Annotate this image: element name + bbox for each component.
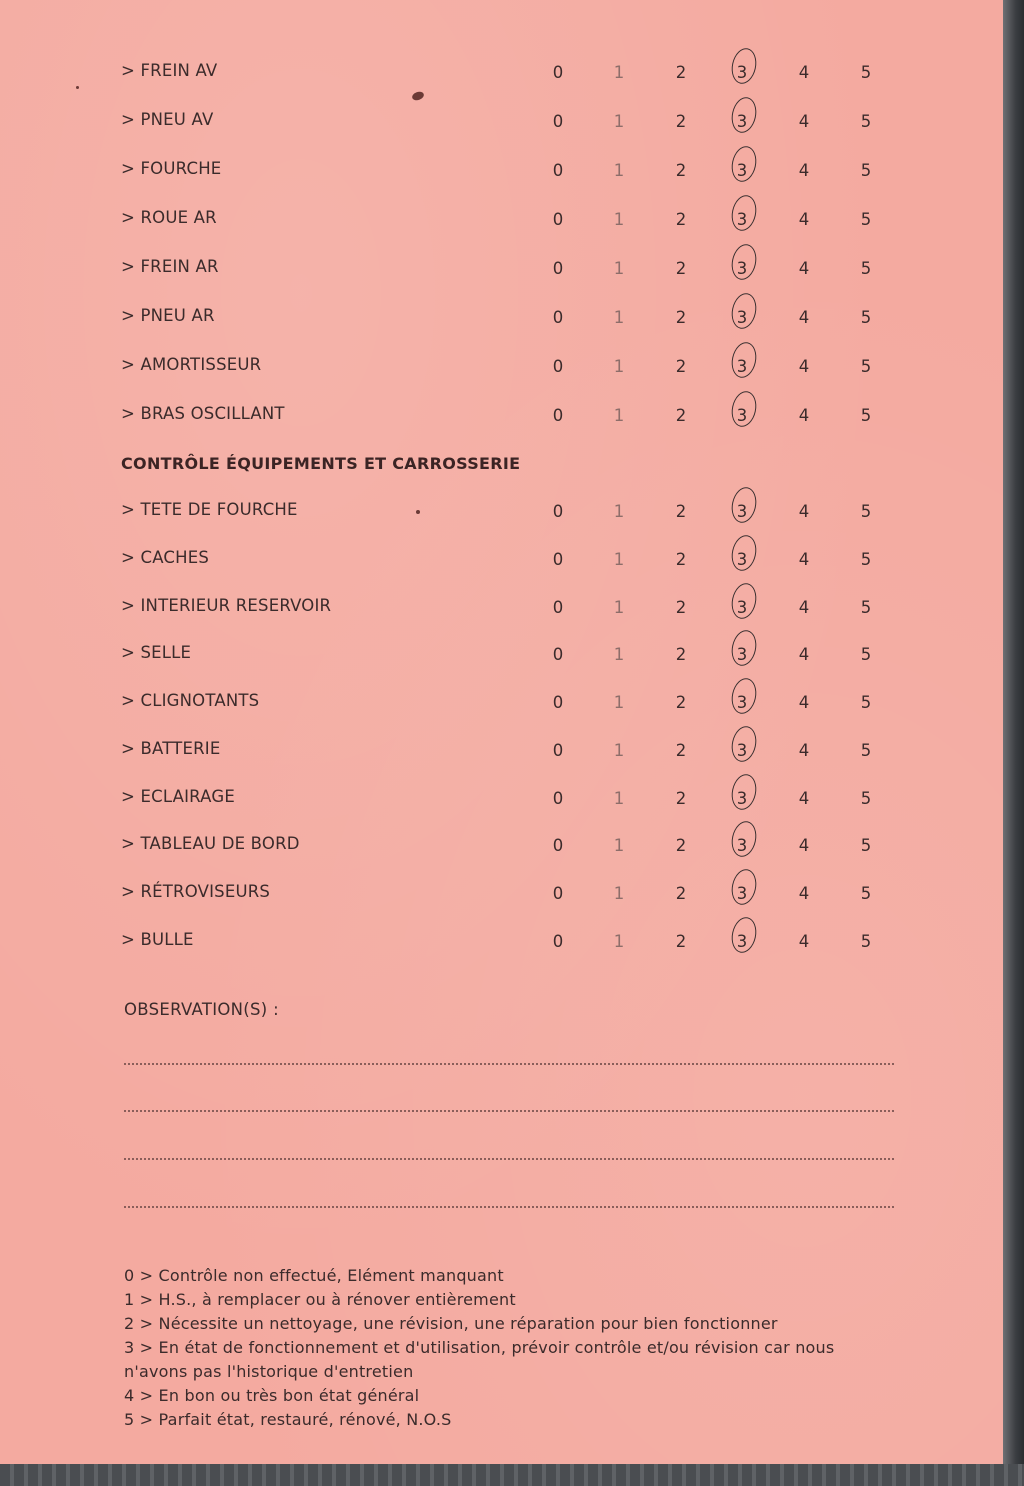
score-option-3[interactable]: 3	[736, 112, 748, 131]
checklist-row	[0, 596, 1003, 636]
score-option-1[interactable]: 1	[613, 884, 625, 903]
score-option-3[interactable]: 3	[736, 210, 748, 229]
score-option-2[interactable]: 2	[675, 406, 687, 425]
score-option-3[interactable]: 3	[736, 357, 748, 376]
score-option-2[interactable]: 2	[675, 550, 687, 569]
score-option-3[interactable]: 3	[736, 63, 748, 82]
score-option-5[interactable]: 5	[860, 741, 872, 760]
score-option-0[interactable]: 0	[552, 210, 564, 229]
score-option-0[interactable]: 0	[552, 308, 564, 327]
checklist-row	[0, 306, 1003, 346]
checklist-row	[0, 208, 1003, 248]
score-option-5[interactable]: 5	[860, 259, 872, 278]
score-option-0[interactable]: 0	[552, 550, 564, 569]
score-option-5[interactable]: 5	[860, 932, 872, 951]
ink-speck	[416, 510, 420, 514]
score-option-3[interactable]: 3	[736, 693, 748, 712]
checklist-row	[0, 643, 1003, 683]
score-option-1[interactable]: 1	[613, 693, 625, 712]
score-option-4[interactable]: 4	[798, 693, 810, 712]
score-option-2[interactable]: 2	[675, 693, 687, 712]
score-option-4[interactable]: 4	[798, 259, 810, 278]
checklist-item-label: > FOURCHE	[121, 159, 222, 178]
score-option-1[interactable]: 1	[613, 63, 625, 82]
score-option-3[interactable]: 3	[736, 161, 748, 180]
checklist-item-label: > SELLE	[121, 643, 192, 662]
checklist-row	[0, 61, 1003, 101]
score-option-2[interactable]: 2	[675, 932, 687, 951]
observation-line[interactable]	[124, 1206, 894, 1208]
score-option-5[interactable]: 5	[860, 210, 872, 229]
score-option-4[interactable]: 4	[798, 932, 810, 951]
binder-edge-right	[1003, 0, 1024, 1486]
checklist-row	[0, 257, 1003, 297]
checklist-row	[0, 355, 1003, 395]
score-option-2[interactable]: 2	[675, 308, 687, 327]
checklist-item-label: > PNEU AR	[121, 306, 215, 325]
score-option-5[interactable]: 5	[860, 357, 872, 376]
legend-line: 1 > H.S., à remplacer ou à rénover entièrement	[124, 1290, 516, 1309]
checklist-item-label: > ROUE AR	[121, 208, 217, 227]
checklist-row	[0, 787, 1003, 827]
score-option-3[interactable]: 3	[736, 884, 748, 903]
ink-speck	[76, 86, 79, 89]
checklist-item-label: > CACHES	[121, 548, 210, 567]
score-option-0[interactable]: 0	[552, 836, 564, 855]
score-option-4[interactable]: 4	[798, 357, 810, 376]
score-option-1[interactable]: 1	[613, 406, 625, 425]
score-option-4[interactable]: 4	[798, 789, 810, 808]
checklist-item-label: > PNEU AV	[121, 110, 214, 129]
binder-edge-bottom	[0, 1464, 1024, 1486]
checklist-item-label: > AMORTISSEUR	[121, 355, 262, 374]
observation-line[interactable]	[124, 1110, 894, 1112]
score-option-2[interactable]: 2	[675, 112, 687, 131]
legend-line: 4 > En bon ou très bon état général	[124, 1386, 420, 1405]
score-option-3[interactable]: 3	[736, 598, 748, 617]
score-option-4[interactable]: 4	[798, 836, 810, 855]
checklist-item-label: > BULLE	[121, 930, 194, 949]
score-option-0[interactable]: 0	[552, 63, 564, 82]
score-option-1[interactable]: 1	[613, 550, 625, 569]
score-option-1[interactable]: 1	[613, 112, 625, 131]
legend-line: 5 > Parfait état, restauré, rénové, N.O.S	[124, 1410, 452, 1429]
observation-line[interactable]	[124, 1158, 894, 1160]
score-option-5[interactable]: 5	[860, 884, 872, 903]
score-option-2[interactable]: 2	[675, 357, 687, 376]
checklist-item-label: > INTERIEUR RESERVOIR	[121, 596, 332, 615]
score-option-4[interactable]: 4	[798, 308, 810, 327]
score-option-1[interactable]: 1	[613, 598, 625, 617]
score-option-5[interactable]: 5	[860, 789, 872, 808]
score-legend	[124, 1264, 904, 1432]
score-option-0[interactable]: 0	[552, 884, 564, 903]
checklist-row	[0, 159, 1003, 199]
score-option-3[interactable]: 3	[736, 645, 748, 664]
score-option-0[interactable]: 0	[552, 932, 564, 951]
score-option-5[interactable]: 5	[860, 693, 872, 712]
checklist-row	[0, 882, 1003, 922]
legend-line: n'avons pas l'historique d'entretien	[124, 1362, 414, 1381]
score-option-1[interactable]: 1	[613, 741, 625, 760]
score-option-5[interactable]: 5	[860, 836, 872, 855]
checklist-row	[0, 739, 1003, 779]
checklist-item-label: > FREIN AR	[121, 257, 219, 276]
score-option-5[interactable]: 5	[860, 308, 872, 327]
score-option-3[interactable]: 3	[736, 932, 748, 951]
checklist-row	[0, 110, 1003, 150]
checklist-item-label: > TABLEAU DE BORD	[121, 834, 300, 853]
score-option-1[interactable]: 1	[613, 308, 625, 327]
score-option-1[interactable]: 1	[613, 259, 625, 278]
score-option-3[interactable]: 3	[736, 406, 748, 425]
checklist-row	[0, 834, 1003, 874]
checklist-item-label: > TETE DE FOURCHE	[121, 500, 298, 519]
score-option-0[interactable]: 0	[552, 112, 564, 131]
score-option-3[interactable]: 3	[736, 836, 748, 855]
score-option-2[interactable]: 2	[675, 161, 687, 180]
checklist-row	[0, 930, 1003, 970]
score-option-2[interactable]: 2	[675, 210, 687, 229]
score-option-4[interactable]: 4	[798, 884, 810, 903]
score-option-3[interactable]: 3	[736, 308, 748, 327]
score-option-4[interactable]: 4	[798, 502, 810, 521]
score-option-3[interactable]: 3	[736, 259, 748, 278]
legend-line: 0 > Contrôle non effectué, Elément manquant	[124, 1266, 504, 1285]
score-option-1[interactable]: 1	[613, 357, 625, 376]
score-option-1[interactable]: 1	[613, 161, 625, 180]
score-option-2[interactable]: 2	[675, 502, 687, 521]
score-option-4[interactable]: 4	[798, 741, 810, 760]
section-title-equipment: CONTRÔLE ÉQUIPEMENTS ET CARROSSERIE	[121, 454, 521, 473]
checklist-row	[0, 548, 1003, 588]
checklist-item-label: > BATTERIE	[121, 739, 221, 758]
score-option-2[interactable]: 2	[675, 259, 687, 278]
score-option-4[interactable]: 4	[798, 161, 810, 180]
score-option-5[interactable]: 5	[860, 63, 872, 82]
checklist-item-label: > FREIN AV	[121, 61, 218, 80]
score-option-3[interactable]: 3	[736, 550, 748, 569]
checklist-row	[0, 500, 1003, 540]
legend-line: 2 > Nécessite un nettoyage, une révision, une réparation pour bien fonctionner	[124, 1314, 778, 1333]
checklist-row	[0, 404, 1003, 444]
score-option-2[interactable]: 2	[675, 741, 687, 760]
score-option-4[interactable]: 4	[798, 550, 810, 569]
checklist-item-label: > BRAS OSCILLANT	[121, 404, 285, 423]
score-option-4[interactable]: 4	[798, 645, 810, 664]
score-option-0[interactable]: 0	[552, 741, 564, 760]
observation-line[interactable]	[124, 1063, 894, 1065]
score-option-0[interactable]: 0	[552, 259, 564, 278]
score-option-3[interactable]: 3	[736, 502, 748, 521]
score-option-0[interactable]: 0	[552, 161, 564, 180]
score-option-4[interactable]: 4	[798, 210, 810, 229]
score-option-2[interactable]: 2	[675, 884, 687, 903]
score-option-1[interactable]: 1	[613, 210, 625, 229]
score-option-1[interactable]: 1	[613, 645, 625, 664]
score-option-0[interactable]: 0	[552, 645, 564, 664]
score-option-0[interactable]: 0	[552, 357, 564, 376]
score-option-4[interactable]: 4	[798, 598, 810, 617]
legend-line: 3 > En état de fonctionnement et d'utilisation, prévoir contrôle et/ou révision car nous	[124, 1338, 835, 1357]
score-option-3[interactable]: 3	[736, 741, 748, 760]
checklist-row	[0, 691, 1003, 731]
score-option-1[interactable]: 1	[613, 836, 625, 855]
score-option-5[interactable]: 5	[860, 502, 872, 521]
score-option-5[interactable]: 5	[860, 598, 872, 617]
score-option-5[interactable]: 5	[860, 550, 872, 569]
checklist-item-label: > CLIGNOTANTS	[121, 691, 260, 710]
score-option-0[interactable]: 0	[552, 693, 564, 712]
score-option-2[interactable]: 2	[675, 836, 687, 855]
score-option-5[interactable]: 5	[860, 161, 872, 180]
score-option-0[interactable]: 0	[552, 789, 564, 808]
score-option-5[interactable]: 5	[860, 645, 872, 664]
score-option-0[interactable]: 0	[552, 598, 564, 617]
observations-label: OBSERVATION(S) :	[124, 1000, 279, 1019]
score-option-5[interactable]: 5	[860, 112, 872, 131]
score-option-2[interactable]: 2	[675, 789, 687, 808]
score-option-5[interactable]: 5	[860, 406, 872, 425]
score-option-2[interactable]: 2	[675, 63, 687, 82]
score-option-3[interactable]: 3	[736, 789, 748, 808]
score-option-4[interactable]: 4	[798, 63, 810, 82]
score-option-1[interactable]: 1	[613, 789, 625, 808]
checklist-item-label: > RÉTROVISEURS	[121, 882, 271, 901]
score-option-0[interactable]: 0	[552, 406, 564, 425]
score-option-2[interactable]: 2	[675, 645, 687, 664]
score-option-4[interactable]: 4	[798, 406, 810, 425]
score-option-2[interactable]: 2	[675, 598, 687, 617]
score-option-0[interactable]: 0	[552, 502, 564, 521]
score-option-4[interactable]: 4	[798, 112, 810, 131]
score-option-1[interactable]: 1	[613, 932, 625, 951]
score-option-1[interactable]: 1	[613, 502, 625, 521]
checklist-item-label: > ECLAIRAGE	[121, 787, 235, 806]
